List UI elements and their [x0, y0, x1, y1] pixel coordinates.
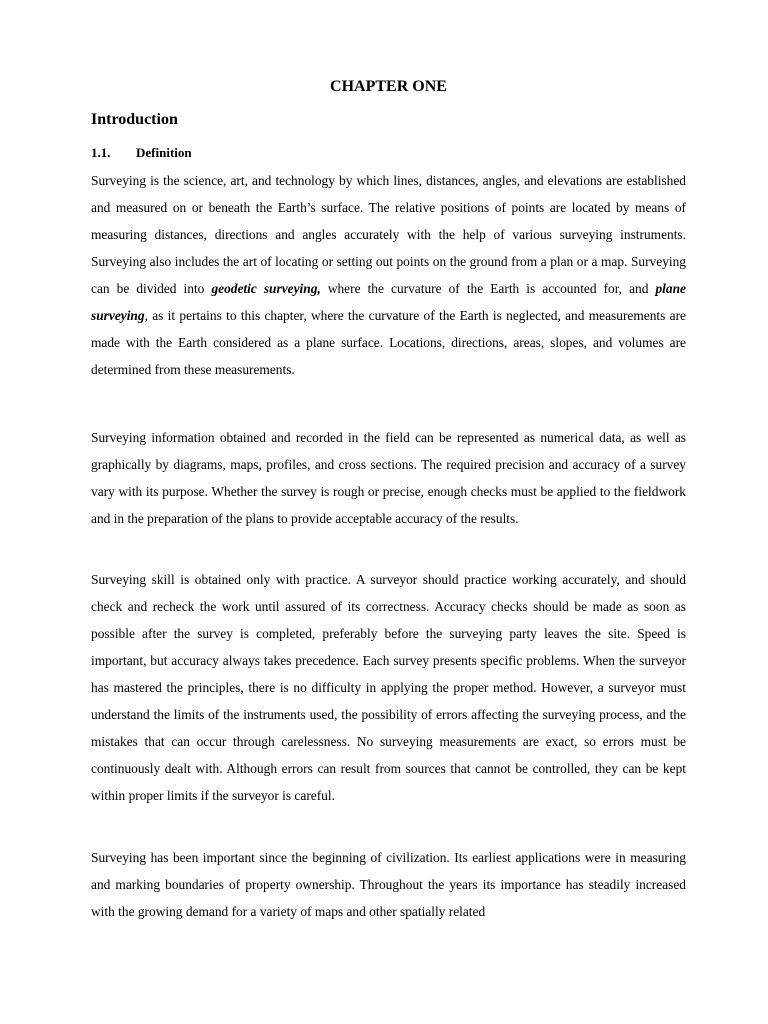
subsection-heading: [91, 145, 192, 161]
paragraph-text: Surveying is the science, art, and technology by which lines, distances, angles, and elevations are established and measured on or beneath the Earth’s surface. The relative positions of points are located by means of measuring distances, directions and angles accurately with the help of various surveying instruments. Surveying also includes the art of locating or setting out points on the ground from a plan or a map. Surveying can be divided into: [91, 173, 686, 296]
paragraph-definition: [91, 167, 686, 383]
chapter-title: CHAPTER ONE: [330, 78, 447, 95]
paragraph-text: where the curvature of the Earth is accounted for, and: [320, 281, 656, 296]
subsection-number: 1.1.: [91, 145, 111, 160]
subsection-title: Definition: [136, 145, 192, 160]
paragraph-skill: Surveying skill is obtained only with practice. A surveyor should practice working accurately, and should check and recheck the work until assured of its correctness. Accuracy checks should be made as soon as possible after the survey is completed, preferably before the surveying party leaves the site. Speed is important, but accuracy always takes precedence. Each survey presents specific problems. When the surveyor has mastered the principles, there is no difficulty in applying the proper method. However, a surveyor must understand the limits of the instruments used, the possibility of errors affecting the surveying process, and the mistakes that can occur through carelessness. No surveying measurements are exact, so errors must be continuously dealt with. Although errors can result from sources that cannot be controlled, they can be kept within proper limits if the surveyor is careful.: [91, 572, 686, 803]
paragraph-history: Surveying has been important since the beginning of civilization. Its earliest applications were in measuring and marking boundaries of property ownership. Throughout the years its importance has steadily increased with the growing demand for a variety of maps and other spatially related: [91, 850, 686, 919]
term-geodetic-surveying: geodetic surveying,: [211, 281, 321, 296]
section-heading: Introduction: [91, 111, 178, 128]
term-plane-surveying: plane surveying: [91, 281, 686, 323]
paragraph-information: Surveying information obtained and recorded in the field can be represented as numerical data, as well as graphically by diagrams, maps, profiles, and cross sections. The required precision and accuracy of a survey vary with its purpose. Whether the survey is rough or precise, enough checks must be applied to the fieldwork and in the preparation of the plans to provide acceptable accuracy of the results.: [91, 430, 686, 526]
paragraph-text: , as it pertains to this chapter, where the curvature of the Earth is neglected, and measurements are made with the Earth considered as a plane surface. Locations, directions, areas, slopes, and volumes are determined from these measurements.: [91, 308, 686, 377]
